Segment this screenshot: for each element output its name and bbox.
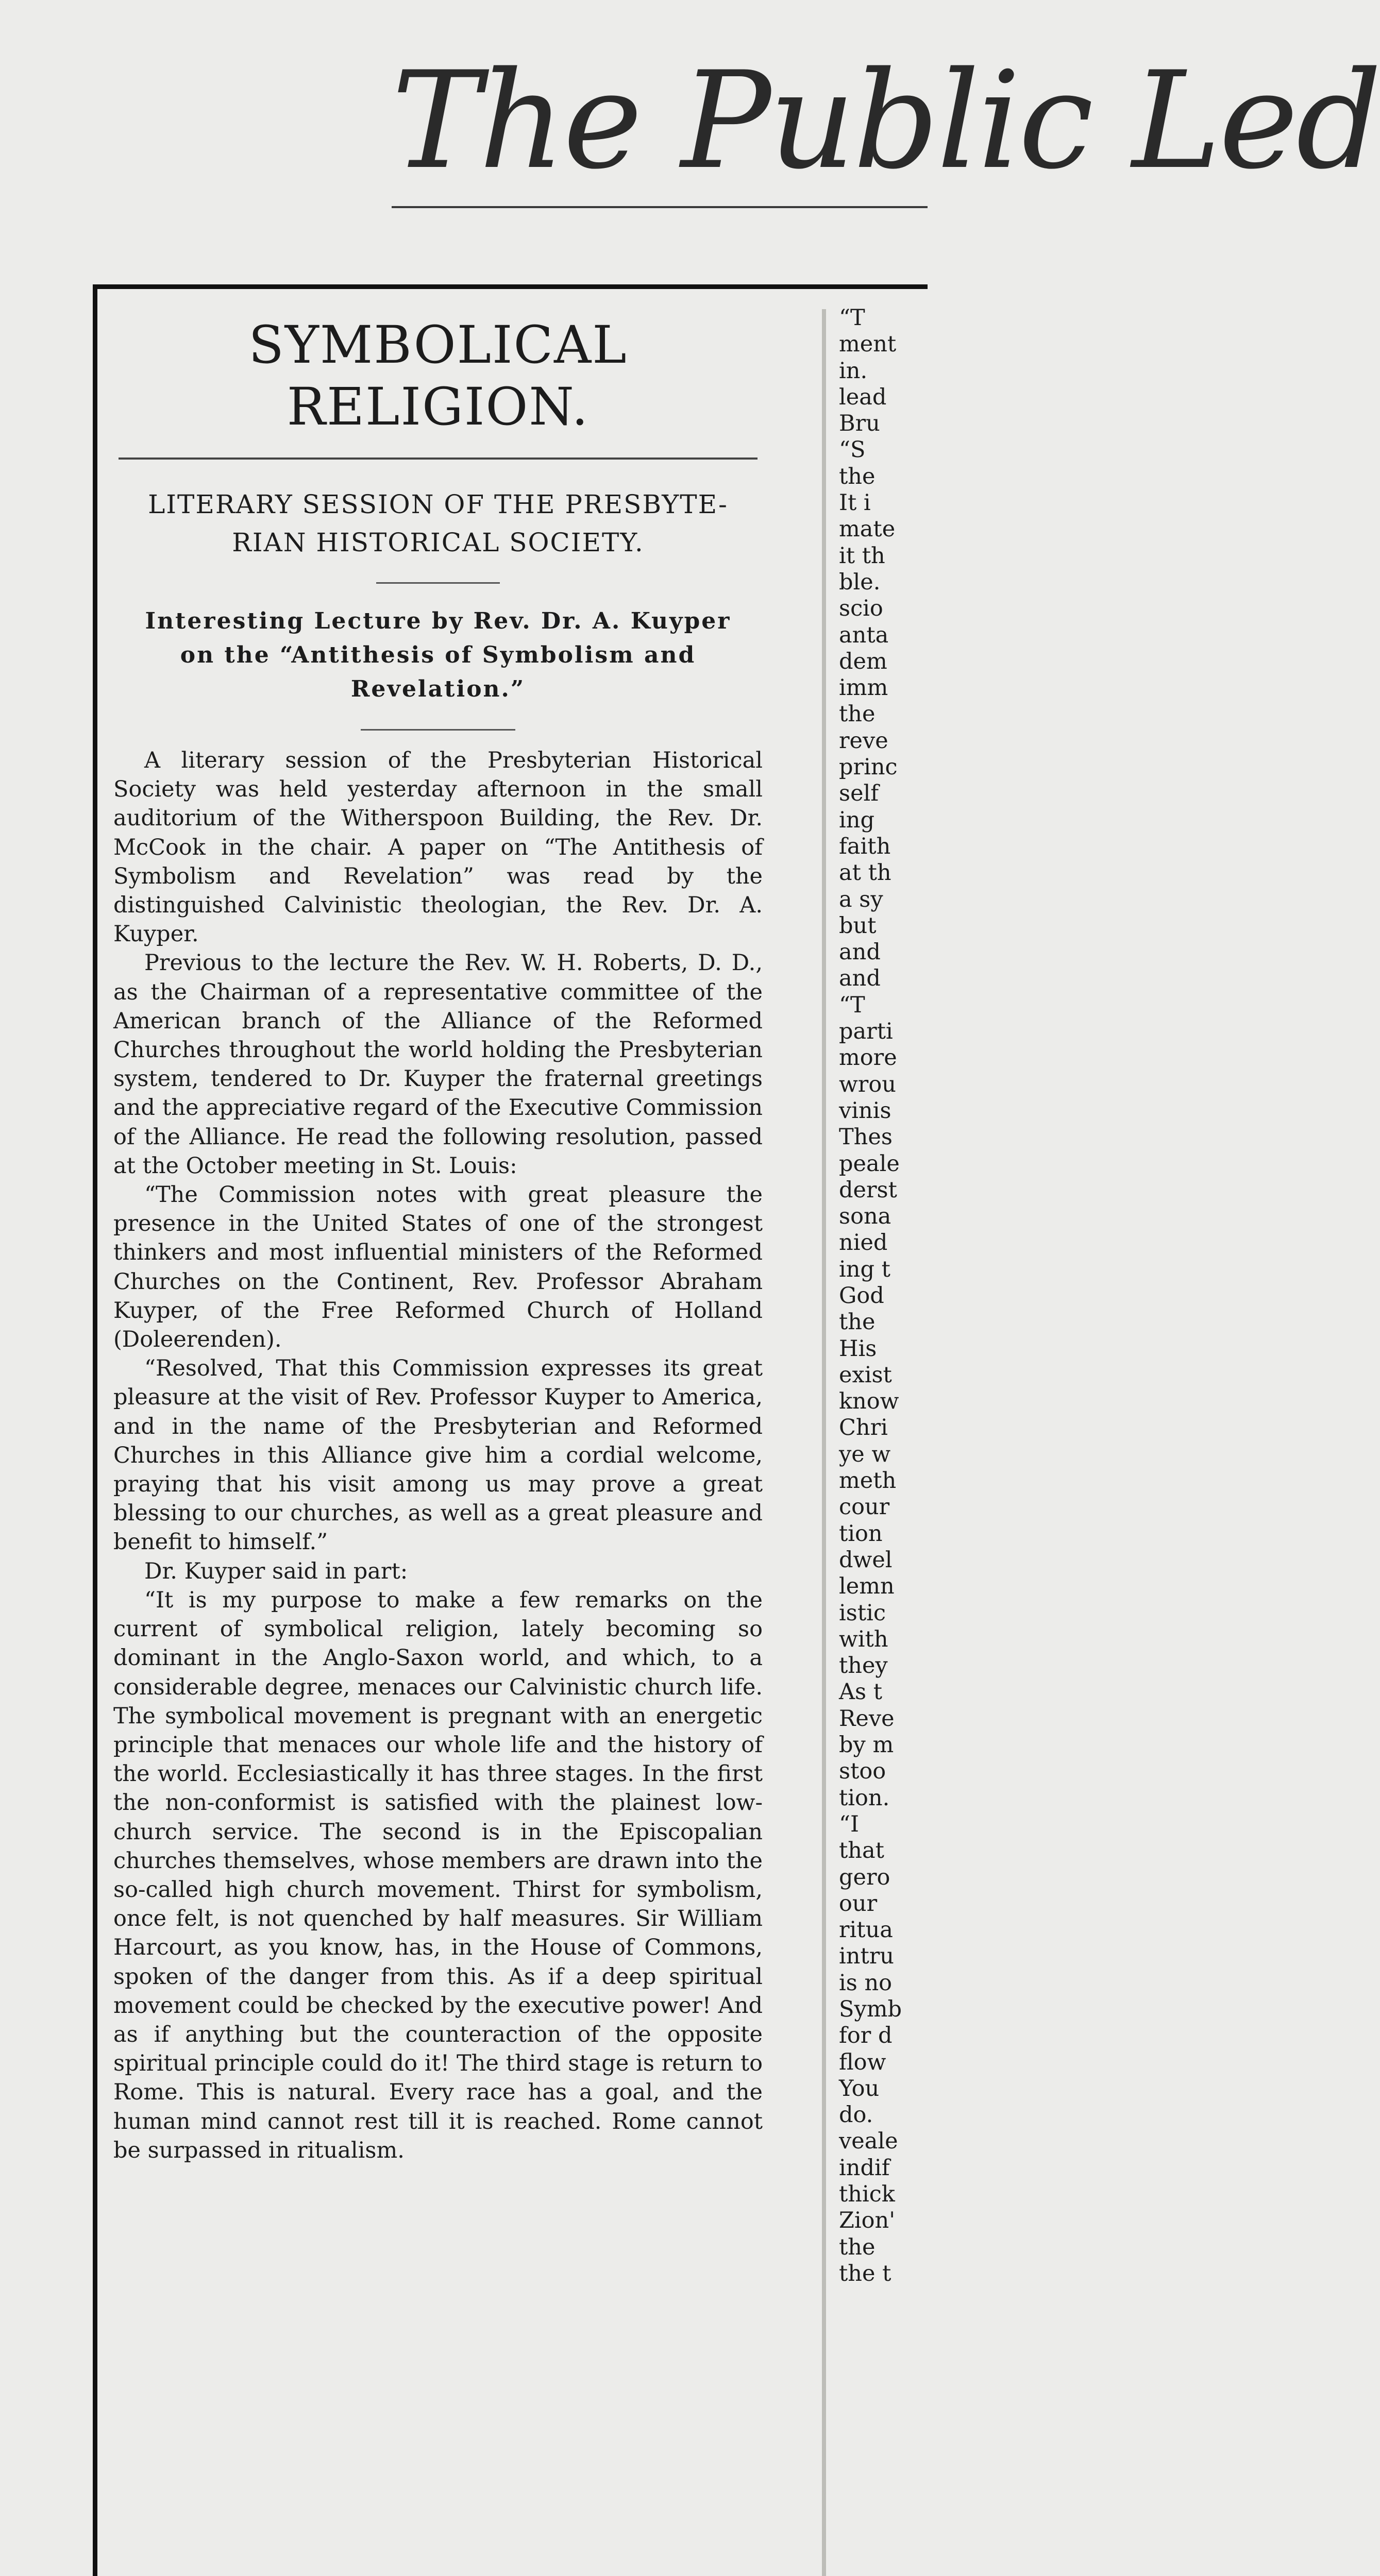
adjacent-column-line: ritua [839, 1917, 893, 1943]
adjacent-column-line: “I [839, 1811, 859, 1837]
adjacent-column-line: derst [839, 1177, 897, 1203]
adjacent-column-line: anta [839, 622, 889, 648]
adjacent-column-line: ye w [839, 1441, 891, 1467]
adjacent-column-line: dem [839, 648, 887, 674]
adjacent-column-line: As t [839, 1679, 883, 1705]
adjacent-column-line: gero [839, 1864, 890, 1890]
deck-rule [361, 729, 515, 731]
masthead-underline [392, 206, 928, 208]
paragraph-kuyper-said: Dr. Kuyper said in part: [144, 1558, 408, 1584]
headline-rule [119, 457, 758, 460]
adjacent-column-line: by m [839, 1732, 894, 1758]
adjacent-column-line: His [839, 1335, 877, 1362]
adjacent-column-line: wrou [839, 1071, 896, 1097]
paragraph-intro: A literary session of the Presbyterian Historical Society was held yesterday afternoon in the small auditorium of the Witherspoon Building, the Rev. Dr. McCook in the chair. A paper on “The Antithesis of Symbolism and Revelation” was read by the distinguished Calvinistic theologian, the Rev. Dr. A. Kuyper. [113, 748, 763, 947]
adjacent-column-line: the [839, 701, 876, 727]
adjacent-column-line: ble. [839, 569, 881, 595]
adjacent-column-line: God [839, 1282, 884, 1309]
adjacent-column-line: exist [839, 1362, 892, 1388]
adjacent-column-line: ing t [839, 1256, 890, 1282]
article-column [113, 294, 763, 2576]
adjacent-column-line: and [839, 965, 881, 992]
adjacent-column-line: more [839, 1045, 897, 1071]
adjacent-column-line: mate [839, 516, 896, 543]
adjacent-column-line: Reve [839, 1705, 895, 1732]
adjacent-column-line: know [839, 1388, 899, 1415]
adjacent-column-line: at th [839, 860, 891, 886]
adjacent-column-line: lead [839, 384, 887, 410]
adjacent-column-line: intru [839, 1943, 894, 1970]
adjacent-column-line: the [839, 2234, 876, 2260]
paragraph-resolved: “Resolved, That this Commission expresses its great pleasure at the visit of Rev. Professor Kuyper to America, and in the name of the Presbyterian and Reformed Churches in this Alliance give him a cordial welcome, praying that his visit among us may prove a great blessing to our churches, as well as a great pleasure and benefit to himself.” [113, 1355, 763, 1555]
subheadline-rule [376, 582, 500, 584]
adjacent-column-line: veale [839, 2128, 898, 2155]
adjacent-column-line: it th [839, 543, 885, 569]
adjacent-column-line: Chri [839, 1415, 888, 1441]
adjacent-column-line: the t [839, 2260, 891, 2286]
adjacent-column-line: and [839, 939, 881, 965]
adjacent-column-line: Symb [839, 1996, 902, 2022]
adjacent-column-line: imm [839, 675, 888, 701]
adjacent-column-line: vinis [839, 1097, 891, 1124]
paragraph-lecture: “It is my purpose to make a few remarks on the current of symbolical religion, lately becoming so dominant in the Anglo-Saxon world, and which, to a considerable degree, menaces our Calvinistic church life. The symbolical movement is pregnant with an energetic principle that menaces our whole life and the history of the world. Ecclesiastically it has three stages. In the first the non-conformist is satisfied with the plainest low-church service. The second is in the Episcopalian churches themselves, whose members are drawn into the so-called high church movement. Thirst for symbolism, once felt, is not quenched by half measures. Sir William Harcourt, as you know, has, in the House of Commons, spoken of the danger from this. As if a deep spiritual movement could be checked by the executive power! And as if anything but the counteraction of the opposite spiritual principle could do it! The third stage is return to Rome. This is natural. Every race has a goal, and the human mind cannot rest till it is reached. Rome cannot be surpassed in ritualism. [113, 1587, 763, 2163]
adjacent-column-line: scio [839, 596, 883, 622]
column-divider [822, 309, 826, 2576]
adjacent-column-line: but [839, 912, 877, 939]
adjacent-column-line: peale [839, 1150, 900, 1177]
adjacent-column-line: self [839, 781, 879, 807]
adjacent-column-line: they [839, 1653, 888, 1679]
adjacent-column-line: is no [839, 1970, 893, 1996]
adjacent-column-line: princ [839, 754, 898, 781]
paragraph-roberts: Previous to the lecture the Rev. W. H. Roberts, D. D., as the Chairman of a representative committee of the American branch of the Alliance of the Reformed Churches throughout the world holding the Presbyterian system, tendered to Dr. Kuyper the fraternal greetings and the appreciative regard of the Executive Commission of the Alliance. He read the following resolution, passed at the October meeting in St. Louis: [113, 950, 763, 1179]
adjacent-column-fragments [839, 305, 928, 2576]
adjacent-column-line: do. [839, 2102, 873, 2128]
adjacent-column-line: stoo [839, 1758, 886, 1785]
adjacent-column-line: istic [839, 1600, 886, 1626]
adjacent-column-line: faith [839, 833, 891, 859]
adjacent-column-line: Thes [839, 1124, 893, 1150]
adjacent-column-line: “S [839, 437, 866, 463]
adjacent-column-line: lemn [839, 1573, 895, 1600]
adjacent-column-line: thick [839, 2181, 895, 2208]
article-subheadline: LITERARY SESSION OF THE PRESBYTE-RIAN HISTORICAL SOCIETY. [148, 489, 728, 557]
adjacent-column-line: nied [839, 1230, 888, 1256]
adjacent-column-line: for d [839, 2023, 893, 2049]
article-deck: Interesting Lecture by Rev. Dr. A. Kuyper on the “Antithesis of Symbolism and Revelation.” [145, 608, 731, 702]
article-headline: SYMBOLICAL RELIGION. [248, 315, 628, 437]
adjacent-column-line: sona [839, 1204, 891, 1230]
adjacent-column-line: reve [839, 727, 888, 754]
adjacent-column-line: flow [839, 2049, 886, 2075]
adjacent-column-line: in. [839, 358, 868, 384]
adjacent-column-line: that [839, 1838, 884, 1864]
handwritten-masthead: The Public Led [392, 43, 1380, 199]
adjacent-column-line: the [839, 1309, 876, 1335]
paragraph-commission-notes: “The Commission notes with great pleasure the presence in the United States of one of the strongest thinkers and most influential ministers of the Reformed Churches on the Continent, Rev. Professor Abraham Kuyper, of the Free Reformed Church of Holland (Doleerenden). [113, 1182, 763, 1353]
adjacent-column-line: dwel [839, 1547, 893, 1573]
adjacent-column-line: It i [839, 490, 871, 516]
adjacent-column-line: Bru [839, 411, 880, 437]
adjacent-column-line: meth [839, 1468, 897, 1494]
adjacent-column-line: our [839, 1890, 878, 1917]
article-body [113, 746, 763, 2165]
adjacent-column-line: “T [839, 992, 865, 1018]
adjacent-column-line: tion [839, 1520, 883, 1547]
adjacent-column-line: You [839, 2075, 880, 2102]
adjacent-column-line: ing [839, 807, 874, 833]
adjacent-column-line: ment [839, 331, 897, 358]
adjacent-column-line: parti [839, 1019, 893, 1045]
adjacent-column-line: tion. [839, 1785, 890, 1811]
adjacent-column-line: with [839, 1626, 888, 1652]
adjacent-column-line: the [839, 463, 876, 489]
adjacent-column-line: cour [839, 1494, 890, 1520]
adjacent-column-line: indif [839, 2155, 890, 2181]
adjacent-column-line: Zion' [839, 2208, 896, 2234]
adjacent-column-line: “T [839, 305, 865, 331]
adjacent-column-line: a sy [839, 886, 883, 912]
